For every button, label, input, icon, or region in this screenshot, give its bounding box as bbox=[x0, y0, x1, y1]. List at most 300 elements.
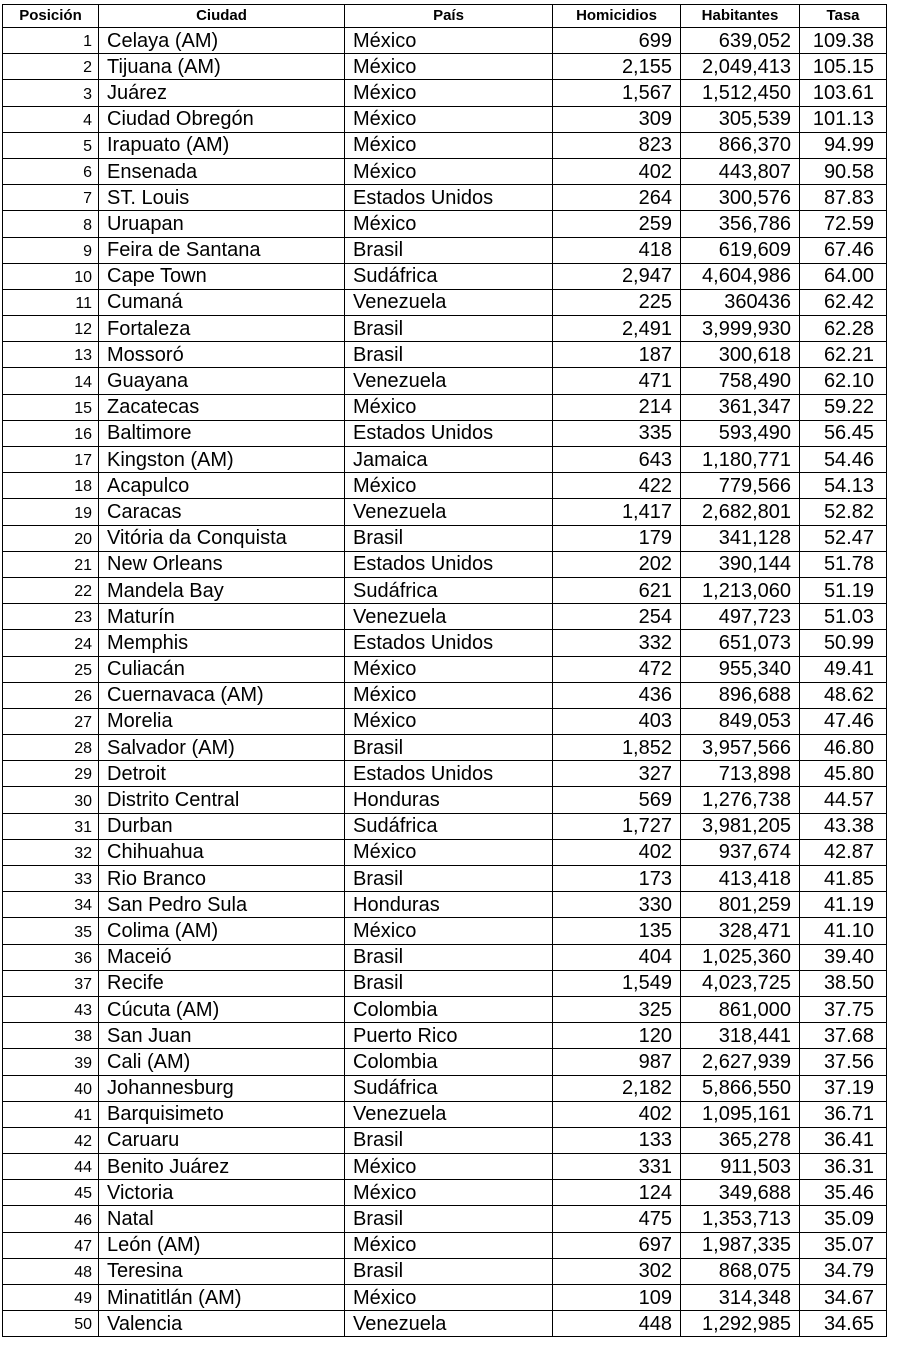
cell-country: México bbox=[345, 682, 553, 708]
cell-rate: 101.13 bbox=[800, 106, 887, 132]
cell-homicides: 202 bbox=[553, 551, 681, 577]
cell-rate: 103.61 bbox=[800, 80, 887, 106]
cell-position: 4 bbox=[3, 106, 99, 132]
cell-inhabitants: 801,259 bbox=[681, 892, 800, 918]
header-rate: Tasa bbox=[800, 5, 887, 28]
cell-country: Estados Unidos bbox=[345, 185, 553, 211]
cell-rate: 41.85 bbox=[800, 866, 887, 892]
cell-inhabitants: 2,682,801 bbox=[681, 499, 800, 525]
cell-position: 9 bbox=[3, 237, 99, 263]
table-row bbox=[3, 80, 887, 106]
table-row bbox=[3, 185, 887, 211]
cell-inhabitants: 3,957,566 bbox=[681, 735, 800, 761]
cell-position: 42 bbox=[3, 1127, 99, 1153]
cell-position: 43 bbox=[3, 996, 99, 1022]
cell-position: 12 bbox=[3, 316, 99, 342]
cell-rate: 54.46 bbox=[800, 447, 887, 473]
cell-position: 7 bbox=[3, 185, 99, 211]
cell-homicides: 2,947 bbox=[553, 263, 681, 289]
table-row bbox=[3, 158, 887, 184]
cell-position: 41 bbox=[3, 1101, 99, 1127]
cell-city: Distrito Central bbox=[99, 787, 345, 813]
table-row bbox=[3, 499, 887, 525]
cell-inhabitants: 1,512,450 bbox=[681, 80, 800, 106]
cell-rate: 41.10 bbox=[800, 918, 887, 944]
cell-city: Salvador (AM) bbox=[99, 735, 345, 761]
cell-position: 30 bbox=[3, 787, 99, 813]
cell-homicides: 214 bbox=[553, 394, 681, 420]
cell-position: 8 bbox=[3, 211, 99, 237]
cell-inhabitants: 1,213,060 bbox=[681, 577, 800, 603]
cell-position: 16 bbox=[3, 420, 99, 446]
cell-city: León (AM) bbox=[99, 1232, 345, 1258]
cell-position: 39 bbox=[3, 1049, 99, 1075]
cell-inhabitants: 593,490 bbox=[681, 420, 800, 446]
cell-position: 3 bbox=[3, 80, 99, 106]
cell-position: 45 bbox=[3, 1180, 99, 1206]
cell-country: Sudáfrica bbox=[345, 263, 553, 289]
table-row bbox=[3, 1206, 887, 1232]
cell-city: Acapulco bbox=[99, 473, 345, 499]
cell-country: México bbox=[345, 80, 553, 106]
table-row bbox=[3, 237, 887, 263]
cell-inhabitants: 300,618 bbox=[681, 342, 800, 368]
table-row bbox=[3, 1258, 887, 1284]
cell-homicides: 471 bbox=[553, 368, 681, 394]
cell-homicides: 259 bbox=[553, 211, 681, 237]
cell-inhabitants: 328,471 bbox=[681, 918, 800, 944]
cell-homicides: 1,417 bbox=[553, 499, 681, 525]
cell-rate: 109.38 bbox=[800, 28, 887, 54]
cell-country: Honduras bbox=[345, 787, 553, 813]
cell-country: Venezuela bbox=[345, 289, 553, 315]
cell-homicides: 302 bbox=[553, 1258, 681, 1284]
cell-rate: 56.45 bbox=[800, 420, 887, 446]
cell-homicides: 436 bbox=[553, 682, 681, 708]
cell-country: Venezuela bbox=[345, 1311, 553, 1337]
table-row bbox=[3, 394, 887, 420]
cell-city: Feira de Santana bbox=[99, 237, 345, 263]
cell-rate: 35.46 bbox=[800, 1180, 887, 1206]
cell-homicides: 621 bbox=[553, 577, 681, 603]
cell-city: Maturín bbox=[99, 604, 345, 630]
cell-homicides: 120 bbox=[553, 1023, 681, 1049]
table-row bbox=[3, 996, 887, 1022]
cell-inhabitants: 341,128 bbox=[681, 525, 800, 551]
cell-homicides: 254 bbox=[553, 604, 681, 630]
cell-position: 13 bbox=[3, 342, 99, 368]
cell-inhabitants: 639,052 bbox=[681, 28, 800, 54]
cell-country: México bbox=[345, 28, 553, 54]
cell-city: San Juan bbox=[99, 1023, 345, 1049]
cell-position: 23 bbox=[3, 604, 99, 630]
cell-homicides: 225 bbox=[553, 289, 681, 315]
cell-homicides: 135 bbox=[553, 918, 681, 944]
cell-position: 21 bbox=[3, 551, 99, 577]
cell-country: México bbox=[345, 1180, 553, 1206]
cell-city: Juárez bbox=[99, 80, 345, 106]
cell-rate: 87.83 bbox=[800, 185, 887, 211]
cell-homicides: 173 bbox=[553, 866, 681, 892]
cell-city: Colima (AM) bbox=[99, 918, 345, 944]
cell-position: 6 bbox=[3, 158, 99, 184]
cell-inhabitants: 3,999,930 bbox=[681, 316, 800, 342]
cell-rate: 36.71 bbox=[800, 1101, 887, 1127]
cell-country: México bbox=[345, 1154, 553, 1180]
cell-city: Morelia bbox=[99, 708, 345, 734]
table-row bbox=[3, 1101, 887, 1127]
cell-rate: 51.78 bbox=[800, 551, 887, 577]
table-row bbox=[3, 28, 887, 54]
header-row bbox=[3, 5, 887, 28]
cell-homicides: 475 bbox=[553, 1206, 681, 1232]
cell-position: 2 bbox=[3, 54, 99, 80]
table-row bbox=[3, 577, 887, 603]
table-row bbox=[3, 551, 887, 577]
cell-city: Natal bbox=[99, 1206, 345, 1232]
cell-position: 26 bbox=[3, 682, 99, 708]
table-row bbox=[3, 106, 887, 132]
table-row bbox=[3, 368, 887, 394]
cell-rate: 39.40 bbox=[800, 944, 887, 970]
table-row bbox=[3, 944, 887, 970]
header-inhabitants: Habitantes bbox=[681, 5, 800, 28]
cell-country: Colombia bbox=[345, 996, 553, 1022]
cell-inhabitants: 413,418 bbox=[681, 866, 800, 892]
cell-homicides: 422 bbox=[553, 473, 681, 499]
homicide-rate-table bbox=[2, 4, 887, 1337]
cell-rate: 48.62 bbox=[800, 682, 887, 708]
cell-rate: 105.15 bbox=[800, 54, 887, 80]
cell-city: Durban bbox=[99, 813, 345, 839]
cell-position: 15 bbox=[3, 394, 99, 420]
cell-inhabitants: 619,609 bbox=[681, 237, 800, 263]
table-row bbox=[3, 1075, 887, 1101]
cell-position: 5 bbox=[3, 132, 99, 158]
cell-homicides: 179 bbox=[553, 525, 681, 551]
cell-inhabitants: 5,866,550 bbox=[681, 1075, 800, 1101]
cell-rate: 47.46 bbox=[800, 708, 887, 734]
cell-position: 18 bbox=[3, 473, 99, 499]
table-row bbox=[3, 1311, 887, 1337]
cell-country: Honduras bbox=[345, 892, 553, 918]
header-city: Ciudad bbox=[99, 5, 345, 28]
cell-inhabitants: 1,025,360 bbox=[681, 944, 800, 970]
table-row bbox=[3, 1154, 887, 1180]
cell-homicides: 402 bbox=[553, 1101, 681, 1127]
table-row bbox=[3, 970, 887, 996]
cell-city: Minatitlán (AM) bbox=[99, 1285, 345, 1311]
cell-position: 24 bbox=[3, 630, 99, 656]
cell-country: Sudáfrica bbox=[345, 1075, 553, 1101]
cell-rate: 35.09 bbox=[800, 1206, 887, 1232]
table-row bbox=[3, 1232, 887, 1258]
cell-country: Brasil bbox=[345, 525, 553, 551]
cell-homicides: 1,549 bbox=[553, 970, 681, 996]
cell-inhabitants: 849,053 bbox=[681, 708, 800, 734]
cell-position: 48 bbox=[3, 1258, 99, 1284]
cell-rate: 41.19 bbox=[800, 892, 887, 918]
cell-inhabitants: 360436 bbox=[681, 289, 800, 315]
cell-country: México bbox=[345, 473, 553, 499]
cell-inhabitants: 3,981,205 bbox=[681, 813, 800, 839]
cell-city: Detroit bbox=[99, 761, 345, 787]
cell-country: Brasil bbox=[345, 316, 553, 342]
cell-rate: 45.80 bbox=[800, 761, 887, 787]
cell-city: Cuernavaca (AM) bbox=[99, 682, 345, 708]
cell-homicides: 327 bbox=[553, 761, 681, 787]
cell-inhabitants: 758,490 bbox=[681, 368, 800, 394]
cell-city: Fortaleza bbox=[99, 316, 345, 342]
cell-homicides: 330 bbox=[553, 892, 681, 918]
cell-inhabitants: 937,674 bbox=[681, 839, 800, 865]
cell-homicides: 335 bbox=[553, 420, 681, 446]
cell-city: Valencia bbox=[99, 1311, 345, 1337]
cell-position: 38 bbox=[3, 1023, 99, 1049]
cell-position: 37 bbox=[3, 970, 99, 996]
cell-homicides: 1,567 bbox=[553, 80, 681, 106]
cell-country: Estados Unidos bbox=[345, 761, 553, 787]
header-position: Posición bbox=[3, 5, 99, 28]
cell-rate: 90.58 bbox=[800, 158, 887, 184]
cell-country: Sudáfrica bbox=[345, 577, 553, 603]
cell-position: 17 bbox=[3, 447, 99, 473]
cell-inhabitants: 861,000 bbox=[681, 996, 800, 1022]
cell-country: México bbox=[345, 656, 553, 682]
table-row bbox=[3, 787, 887, 813]
table-row bbox=[3, 420, 887, 446]
cell-city: Mandela Bay bbox=[99, 577, 345, 603]
table-header bbox=[3, 5, 887, 28]
cell-homicides: 124 bbox=[553, 1180, 681, 1206]
cell-rate: 37.75 bbox=[800, 996, 887, 1022]
cell-homicides: 325 bbox=[553, 996, 681, 1022]
table-container bbox=[2, 4, 887, 1337]
cell-city: New Orleans bbox=[99, 551, 345, 577]
cell-position: 19 bbox=[3, 499, 99, 525]
cell-country: Colombia bbox=[345, 1049, 553, 1075]
cell-city: Recife bbox=[99, 970, 345, 996]
cell-city: Baltimore bbox=[99, 420, 345, 446]
cell-city: Cali (AM) bbox=[99, 1049, 345, 1075]
table-row bbox=[3, 1180, 887, 1206]
table-row bbox=[3, 316, 887, 342]
cell-city: Maceió bbox=[99, 944, 345, 970]
cell-inhabitants: 1,180,771 bbox=[681, 447, 800, 473]
cell-homicides: 697 bbox=[553, 1232, 681, 1258]
cell-country: Brasil bbox=[345, 1127, 553, 1153]
table-row bbox=[3, 656, 887, 682]
cell-homicides: 987 bbox=[553, 1049, 681, 1075]
cell-homicides: 331 bbox=[553, 1154, 681, 1180]
cell-homicides: 1,727 bbox=[553, 813, 681, 839]
cell-country: Estados Unidos bbox=[345, 420, 553, 446]
cell-city: Benito Juárez bbox=[99, 1154, 345, 1180]
cell-position: 46 bbox=[3, 1206, 99, 1232]
cell-rate: 38.50 bbox=[800, 970, 887, 996]
cell-homicides: 332 bbox=[553, 630, 681, 656]
cell-country: Estados Unidos bbox=[345, 551, 553, 577]
cell-inhabitants: 2,049,413 bbox=[681, 54, 800, 80]
cell-inhabitants: 4,604,986 bbox=[681, 263, 800, 289]
cell-homicides: 569 bbox=[553, 787, 681, 813]
table-row bbox=[3, 604, 887, 630]
cell-rate: 62.21 bbox=[800, 342, 887, 368]
cell-country: Sudáfrica bbox=[345, 813, 553, 839]
cell-rate: 50.99 bbox=[800, 630, 887, 656]
cell-rate: 34.65 bbox=[800, 1311, 887, 1337]
cell-position: 36 bbox=[3, 944, 99, 970]
cell-country: México bbox=[345, 54, 553, 80]
cell-country: México bbox=[345, 1285, 553, 1311]
table-body bbox=[3, 28, 887, 1337]
cell-position: 40 bbox=[3, 1075, 99, 1101]
table-row bbox=[3, 1023, 887, 1049]
cell-homicides: 2,155 bbox=[553, 54, 681, 80]
cell-country: México bbox=[345, 839, 553, 865]
cell-country: México bbox=[345, 708, 553, 734]
cell-homicides: 309 bbox=[553, 106, 681, 132]
cell-country: Brasil bbox=[345, 970, 553, 996]
cell-rate: 62.10 bbox=[800, 368, 887, 394]
cell-city: Barquisimeto bbox=[99, 1101, 345, 1127]
cell-rate: 43.38 bbox=[800, 813, 887, 839]
cell-country: Venezuela bbox=[345, 368, 553, 394]
cell-inhabitants: 365,278 bbox=[681, 1127, 800, 1153]
cell-rate: 49.41 bbox=[800, 656, 887, 682]
cell-city: Guayana bbox=[99, 368, 345, 394]
cell-city: Vitória da Conquista bbox=[99, 525, 345, 551]
cell-country: México bbox=[345, 1232, 553, 1258]
cell-position: 1 bbox=[3, 28, 99, 54]
table-row bbox=[3, 132, 887, 158]
cell-city: Victoria bbox=[99, 1180, 345, 1206]
cell-inhabitants: 896,688 bbox=[681, 682, 800, 708]
cell-country: Brasil bbox=[345, 944, 553, 970]
cell-homicides: 402 bbox=[553, 839, 681, 865]
table-row bbox=[3, 447, 887, 473]
cell-inhabitants: 300,576 bbox=[681, 185, 800, 211]
cell-city: Kingston (AM) bbox=[99, 447, 345, 473]
cell-inhabitants: 356,786 bbox=[681, 211, 800, 237]
cell-inhabitants: 779,566 bbox=[681, 473, 800, 499]
cell-city: Johannesburg bbox=[99, 1075, 345, 1101]
cell-rate: 52.47 bbox=[800, 525, 887, 551]
table-row bbox=[3, 525, 887, 551]
cell-city: Celaya (AM) bbox=[99, 28, 345, 54]
cell-homicides: 472 bbox=[553, 656, 681, 682]
cell-position: 29 bbox=[3, 761, 99, 787]
cell-homicides: 1,852 bbox=[553, 735, 681, 761]
cell-homicides: 404 bbox=[553, 944, 681, 970]
cell-inhabitants: 911,503 bbox=[681, 1154, 800, 1180]
cell-position: 47 bbox=[3, 1232, 99, 1258]
cell-city: Ensenada bbox=[99, 158, 345, 184]
cell-homicides: 699 bbox=[553, 28, 681, 54]
cell-homicides: 418 bbox=[553, 237, 681, 263]
cell-inhabitants: 361,347 bbox=[681, 394, 800, 420]
cell-city: Uruapan bbox=[99, 211, 345, 237]
cell-city: Mossoró bbox=[99, 342, 345, 368]
cell-rate: 67.46 bbox=[800, 237, 887, 263]
table-row bbox=[3, 892, 887, 918]
cell-position: 22 bbox=[3, 577, 99, 603]
cell-city: Chihuahua bbox=[99, 839, 345, 865]
table-row bbox=[3, 211, 887, 237]
cell-country: México bbox=[345, 106, 553, 132]
cell-position: 28 bbox=[3, 735, 99, 761]
cell-country: Brasil bbox=[345, 1258, 553, 1284]
cell-city: Cape Town bbox=[99, 263, 345, 289]
cell-country: Estados Unidos bbox=[345, 630, 553, 656]
cell-inhabitants: 866,370 bbox=[681, 132, 800, 158]
cell-inhabitants: 868,075 bbox=[681, 1258, 800, 1284]
cell-homicides: 2,491 bbox=[553, 316, 681, 342]
cell-rate: 34.67 bbox=[800, 1285, 887, 1311]
cell-position: 33 bbox=[3, 866, 99, 892]
table-row bbox=[3, 473, 887, 499]
cell-position: 31 bbox=[3, 813, 99, 839]
cell-rate: 37.56 bbox=[800, 1049, 887, 1075]
table-row bbox=[3, 839, 887, 865]
cell-city: Teresina bbox=[99, 1258, 345, 1284]
cell-inhabitants: 1,095,161 bbox=[681, 1101, 800, 1127]
cell-homicides: 133 bbox=[553, 1127, 681, 1153]
cell-rate: 51.03 bbox=[800, 604, 887, 630]
cell-homicides: 643 bbox=[553, 447, 681, 473]
cell-country: México bbox=[345, 158, 553, 184]
cell-city: Tijuana (AM) bbox=[99, 54, 345, 80]
cell-city: Caracas bbox=[99, 499, 345, 525]
cell-inhabitants: 349,688 bbox=[681, 1180, 800, 1206]
cell-city: Zacatecas bbox=[99, 394, 345, 420]
cell-rate: 35.07 bbox=[800, 1232, 887, 1258]
cell-position: 34 bbox=[3, 892, 99, 918]
cell-inhabitants: 390,144 bbox=[681, 551, 800, 577]
table-row bbox=[3, 1049, 887, 1075]
table-row bbox=[3, 708, 887, 734]
cell-rate: 54.13 bbox=[800, 473, 887, 499]
cell-country: Venezuela bbox=[345, 604, 553, 630]
cell-rate: 62.28 bbox=[800, 316, 887, 342]
cell-country: Venezuela bbox=[345, 1101, 553, 1127]
cell-country: Brasil bbox=[345, 1206, 553, 1232]
cell-inhabitants: 4,023,725 bbox=[681, 970, 800, 996]
cell-inhabitants: 318,441 bbox=[681, 1023, 800, 1049]
cell-rate: 59.22 bbox=[800, 394, 887, 420]
cell-country: Brasil bbox=[345, 342, 553, 368]
cell-homicides: 448 bbox=[553, 1311, 681, 1337]
cell-rate: 46.80 bbox=[800, 735, 887, 761]
table-row bbox=[3, 918, 887, 944]
cell-country: México bbox=[345, 211, 553, 237]
table-row bbox=[3, 289, 887, 315]
cell-city: Cumaná bbox=[99, 289, 345, 315]
cell-inhabitants: 955,340 bbox=[681, 656, 800, 682]
table-row bbox=[3, 263, 887, 289]
table-row bbox=[3, 682, 887, 708]
cell-position: 20 bbox=[3, 525, 99, 551]
cell-rate: 34.79 bbox=[800, 1258, 887, 1284]
header-country: País bbox=[345, 5, 553, 28]
cell-inhabitants: 1,353,713 bbox=[681, 1206, 800, 1232]
cell-rate: 62.42 bbox=[800, 289, 887, 315]
cell-rate: 44.57 bbox=[800, 787, 887, 813]
cell-inhabitants: 2,627,939 bbox=[681, 1049, 800, 1075]
cell-city: Ciudad Obregón bbox=[99, 106, 345, 132]
cell-city: San Pedro Sula bbox=[99, 892, 345, 918]
cell-inhabitants: 1,292,985 bbox=[681, 1311, 800, 1337]
